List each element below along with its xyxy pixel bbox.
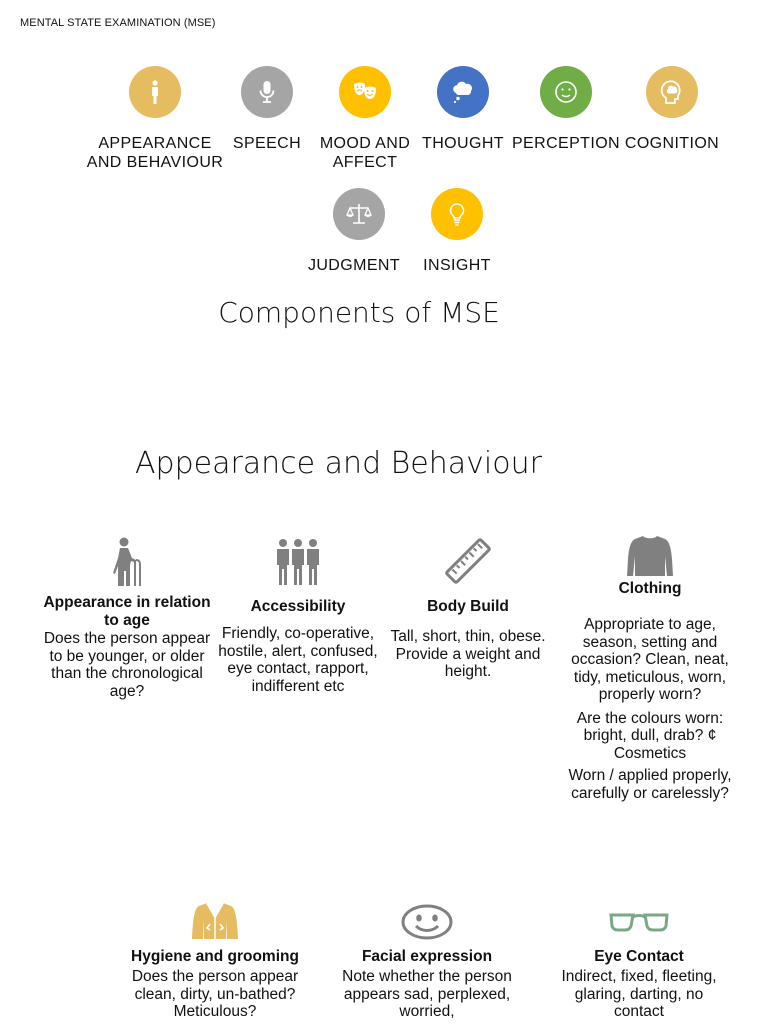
- elderly-person-icon: [37, 534, 217, 586]
- section-heading: Appearance and Behaviour: [135, 446, 542, 481]
- smiley-face-icon: [540, 66, 592, 118]
- card-hygiene-grooming: [125, 902, 305, 1021]
- card-clothing: [560, 534, 740, 802]
- card-text: Are the colours worn: bright, dull, drab? ¢ Cosmetics: [576, 709, 724, 762]
- component-label: PERCEPTION: [511, 135, 620, 152]
- card-facial-expression: [337, 902, 517, 1021]
- component-label: JUDGMENT: [307, 257, 401, 274]
- card-accessibility: [208, 534, 388, 695]
- microphone-icon: [241, 66, 293, 118]
- component-label: COGNITION: [624, 135, 720, 152]
- card-title: Hygiene and grooming: [131, 948, 299, 965]
- scales-icon: [333, 188, 385, 240]
- card-text: Worn / applied properly, carefully or carelessly?: [568, 767, 732, 802]
- card-text: Friendly, co-operative, hostile, alert, confused, eye contact, rapport, indifferent etc: [218, 625, 378, 695]
- card-title: Accessibility: [250, 598, 346, 615]
- component-label: MOOD AND AFFECT: [319, 135, 411, 171]
- smiling-face-icon: [337, 902, 517, 940]
- theatre-masks-icon: [339, 66, 391, 118]
- lightbulb-icon: [431, 188, 483, 240]
- jacket-icon: [125, 902, 305, 940]
- card-text: Does the person appear to be younger, or older than the chronological age?: [43, 630, 211, 700]
- document-title: MENTAL STATE EXAMINATION (MSE): [20, 17, 216, 29]
- card-appearance-age: [37, 534, 217, 700]
- card-text: Note whether the person appears sad, perplexed, worried,: [342, 968, 512, 1020]
- component-label: INSIGHT: [423, 257, 491, 274]
- brain-head-icon: [646, 66, 698, 118]
- thought-cloud-icon: [437, 66, 489, 118]
- components-heading: Components of MSE: [218, 296, 500, 329]
- card-title: Eye Contact: [594, 948, 684, 965]
- component-label: THOUGHT: [422, 135, 504, 152]
- card-text: Tall, short, thin, obese. Provide a weight and height.: [390, 628, 546, 680]
- card-text: Appropriate to age, season, setting and occasion? Clean, neat, tidy, meticulous, worn, properly worn?: [571, 616, 729, 703]
- card-title: Body Build: [427, 598, 509, 615]
- card-title: Facial expression: [361, 948, 493, 965]
- component-insight: [387, 188, 527, 275]
- shirt-icon: [560, 534, 740, 578]
- card-text: Does the person appear clean, dirty, un-bathed? Meticulous?: [131, 968, 299, 1020]
- card-text: Indirect, fixed, fleeting, glaring, darting, no contact: [561, 968, 717, 1020]
- glasses-icon: [549, 902, 729, 932]
- component-label: APPEARANCE AND BEHAVIOUR: [86, 135, 224, 171]
- card-body-build: [378, 534, 558, 681]
- group-of-people-icon: [208, 534, 388, 586]
- component-label: SPEECH: [232, 135, 302, 152]
- ruler-icon: [378, 534, 558, 586]
- card-title: Clothing: [618, 580, 682, 597]
- card-eye-contact: [549, 902, 729, 1021]
- person-icon: [129, 66, 181, 118]
- card-title: Appearance in relation to age: [43, 594, 211, 629]
- component-cognition: [602, 66, 742, 153]
